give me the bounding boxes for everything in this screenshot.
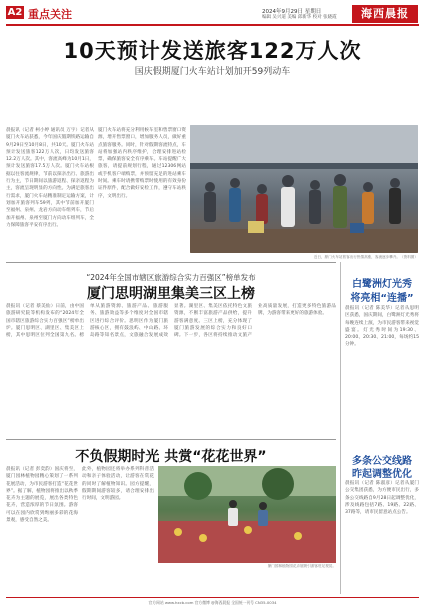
garden-illustration [158, 466, 336, 563]
section-divider-2 [6, 439, 336, 440]
article2-kicker: “2024年全国市辖区旅游综合实力百强区”榜单发布 [86, 273, 256, 282]
article2-body [6, 303, 336, 435]
lead-body-right-text: 厦门火车站将充分利用候车室和售票窗口资源，增开售票窗口，增加服务人员，做好重点旅客服务。同时，针对假期客流特点，车站将加强站内秩序维护，合理安排进站检票，确保旅客安全有序乘车。车站提醒广大旅客，请提前规划行程，通过12306网站或手机客户端购票，并预留充足的进站乘车时间。乘车时请携带购票时使用的有效身份证件原件，配合做好安检工作，遵守车站秩序，文明出行。 [98, 128, 186, 199]
article3-body-right-text: 此外，植物园还将举办系列科普活动和亲子体验活动，让游客在赏花的同时了解植物知识。园方提醒，假期期间游客较多，请合理安排出行时间，文明游园。 [82, 467, 154, 502]
footer-text: 官方网站 www.hxcb.com 官方微博 @海西晨报 全国统一刊号 CN35-0034 [148, 600, 277, 605]
sidebar2-headline-line1: 多条公交线路 [352, 456, 412, 467]
editors-line: 编辑 吴兴道 美编 邱新华 校对 张晓霞 [262, 15, 337, 20]
sidebar1-headline-line1: 白鹭洲灯光秀 [352, 279, 412, 290]
article2-body-text: 晨报讯（记者 蔡美仙）日前，由中国旅游研究院等机构发布的“2024年全国市辖区旅游综合实力百强区”榜单出炉。厦门思明区、湖里区、集美区上榜，其中思明区位列全国第九名。榜单从旅游资源、旅游产品、旅游服务、旅游效益等多个维度对全国市辖区进行综合评价。思明区作为厦门旅游核心区，拥有鼓浪屿、中山路、环岛路等知名景点，文旅融合发展成效显著。湖里区、集美区依托特色文旅资源，不断丰富旅游产品供给，提升游客满意度。三区上榜，充分体现了厦门旅游发展的综合实力和良好口碑。下一步，各区将持续推动文旅产业高质量发展，打造更多特色旅游品牌，为游客带来更好的旅游体验。 [6, 304, 336, 339]
lead-body-col1 [6, 127, 94, 259]
article3-photo-caption: 厦门园林植物园花卉展吸引游客驻足观赏。 [267, 564, 336, 568]
sidebar2-body [345, 480, 419, 593]
sidebar2-headline-line2: 昨起调整优化 [352, 469, 412, 480]
article3-headline: 不负假期时光 共赏“花花世界” [75, 449, 267, 465]
article2-headline: 厦门思明湖里集美三区上榜 [87, 286, 255, 302]
footer-divider [6, 597, 419, 598]
sidebar1-body-text: 晨报讯（记者 陈美华）记者从思明区获悉，国庆期间，白鹭洲灯光秀将每晚连续上演，为市民游客带来视觉盛宴。灯光秀时间为19:30、20:00、20:30、21:00，每场约15分钟。 [345, 306, 419, 348]
sidebar1-headline-line2: 将亮相“连播” [350, 293, 414, 304]
lead-body-left-text: 晨报讯（记者 柯小婷 通讯员 万宇）记者从厦门火车站获悉，今年国庆假期铁路运输自9月29日至10月8日，共10天。厦门火车站预计发送旅客122万人次，日均发送旅客12.2万人次。其中，客流高峰为10月1日，预计发送旅客17.5万人次。厦门火车站根据以往客流规律，节前以探亲出行、旅游出行为主，节日期间以旅游返程、探亲返程为主，客流呈现明显的方向性。为满足旅客出行需求，厦门火车站精准制定运输方案，计划加开旅客列车59列，其中节前加开厦门至福州、泉州、龙岩方向动车组列车，节后加开福州、泉州至厦门方向动车组列车，全力保障旅客平安有序出行。 [6, 128, 94, 228]
page-number-badge: A2 [7, 7, 23, 18]
article3-body-left-text: 晨报讯（记者 彭奕韵）国庆将至，厦门园林植物园精心策划了一系列花展活动，为市民游客打造“花花世界”。据了解，植物园将推出以秋季花卉为主题的展览，展出各类特色花卉，营造浓厚的节日氛围。游客可以在园内欣赏到绚丽多彩的花海景观，感受自然之美。 [6, 467, 78, 524]
article3-col1 [6, 466, 78, 594]
lead-headline: 10天预计发送旅客122万人次 [63, 39, 362, 63]
section-title: 重点关注 [28, 8, 72, 21]
header-divider [6, 24, 419, 26]
issue-date: 2024年9月29日 星期日 [262, 9, 322, 15]
sidebar2-body-text: 晨报讯（记者 陈淑彦）记者从厦门公交集团获悉，为方便市民出行，多条公交线路自9月28日起调整优化，涉及线路包括7路、19路、22路、37路等，请市民留意站点公告。 [345, 481, 419, 516]
section-divider [6, 262, 336, 263]
train-station-photo [190, 125, 418, 253]
crowd-illustration [190, 125, 418, 253]
flower-show-photo [158, 466, 336, 563]
article3-col2 [82, 466, 154, 594]
lead-photo-caption: 近日，厦门火车站旅客出行热情高涨，客流逐步攀升。（资料图） [313, 255, 418, 259]
lead-body-col2 [98, 127, 186, 259]
sidebar1-body [345, 305, 419, 445]
newspaper-logo: 海西晨报 [352, 5, 418, 23]
lead-subheadline: 国庆假期厦门火车站计划加开59列动车 [134, 67, 291, 77]
sidebar-divider [340, 262, 341, 594]
